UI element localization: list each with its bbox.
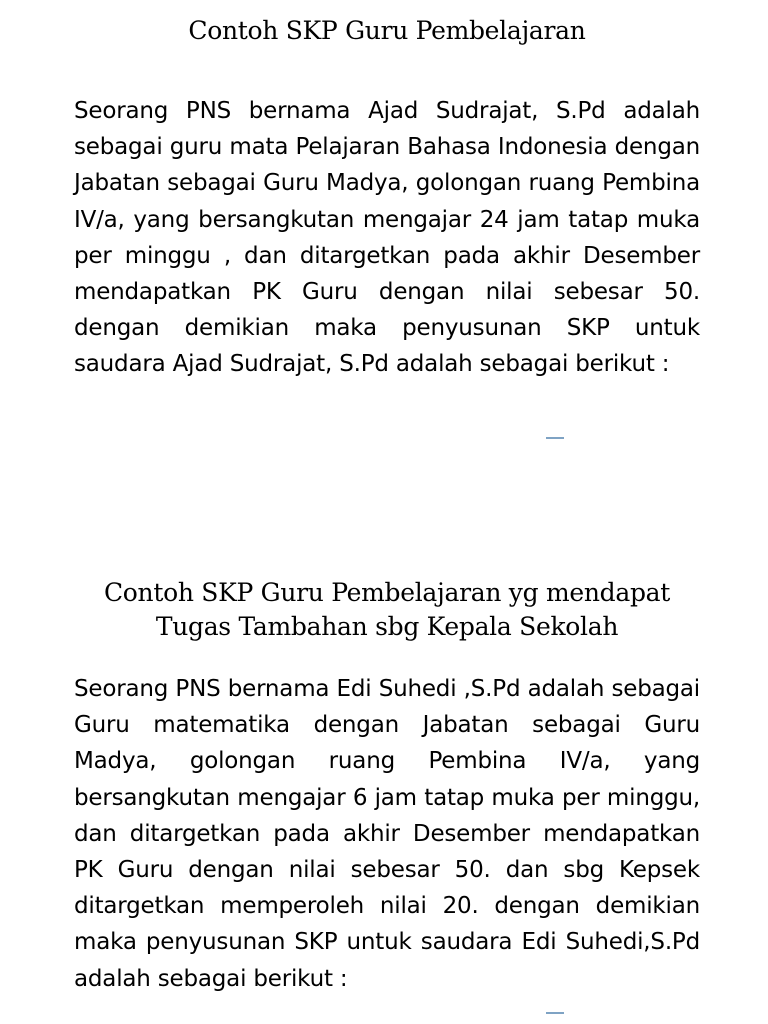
- section-skp-guru-pembelajaran: [74, 14, 700, 383]
- section-skp-kepala-sekolah: [74, 576, 700, 997]
- decorative-dash: [546, 437, 564, 439]
- section-title: Contoh SKP Guru Pembelajaran yg mendapat Tugas Tambahan sbg Kepala Sekolah: [103, 578, 671, 641]
- decorative-dash: [546, 1012, 564, 1014]
- section-paragraph: Seorang PNS bernama Edi Suhedi ,S.Pd adalah sebagai Guru matematika dengan Jabatan sebagai Guru Madya, golongan ruang Pembina IV/a, yang bersangkutan mengajar 6 jam tatap muka per minggu, dan ditargetkan pada akhir Desember mendapatkan PK Guru dengan nilai sebesar 50. dan sbg Kepsek ditargetkan memperoleh nilai 20. dengan demikian maka penyusunan SKP untuk saudara Edi Suhedi,S.Pd adalah sebagai berikut :: [74, 676, 700, 992]
- section-title: Contoh SKP Guru Pembelajaran: [188, 16, 586, 45]
- section-paragraph: Seorang PNS bernama Ajad Sudrajat, S.Pd adalah sebagai guru mata Pelajaran Bahasa Indonesia dengan Jabatan sebagai Guru Madya, golongan ruang Pembina IV/a, yang bersangkutan mengajar 24 jam tatap muka per minggu , dan ditargetkan pada akhir Desember mendapatkan PK Guru dengan nilai sebesar 50. dengan demikian maka penyusunan SKP untuk saudara Ajad Sudrajat, S.Pd adalah sebagai berikut :: [74, 98, 700, 378]
